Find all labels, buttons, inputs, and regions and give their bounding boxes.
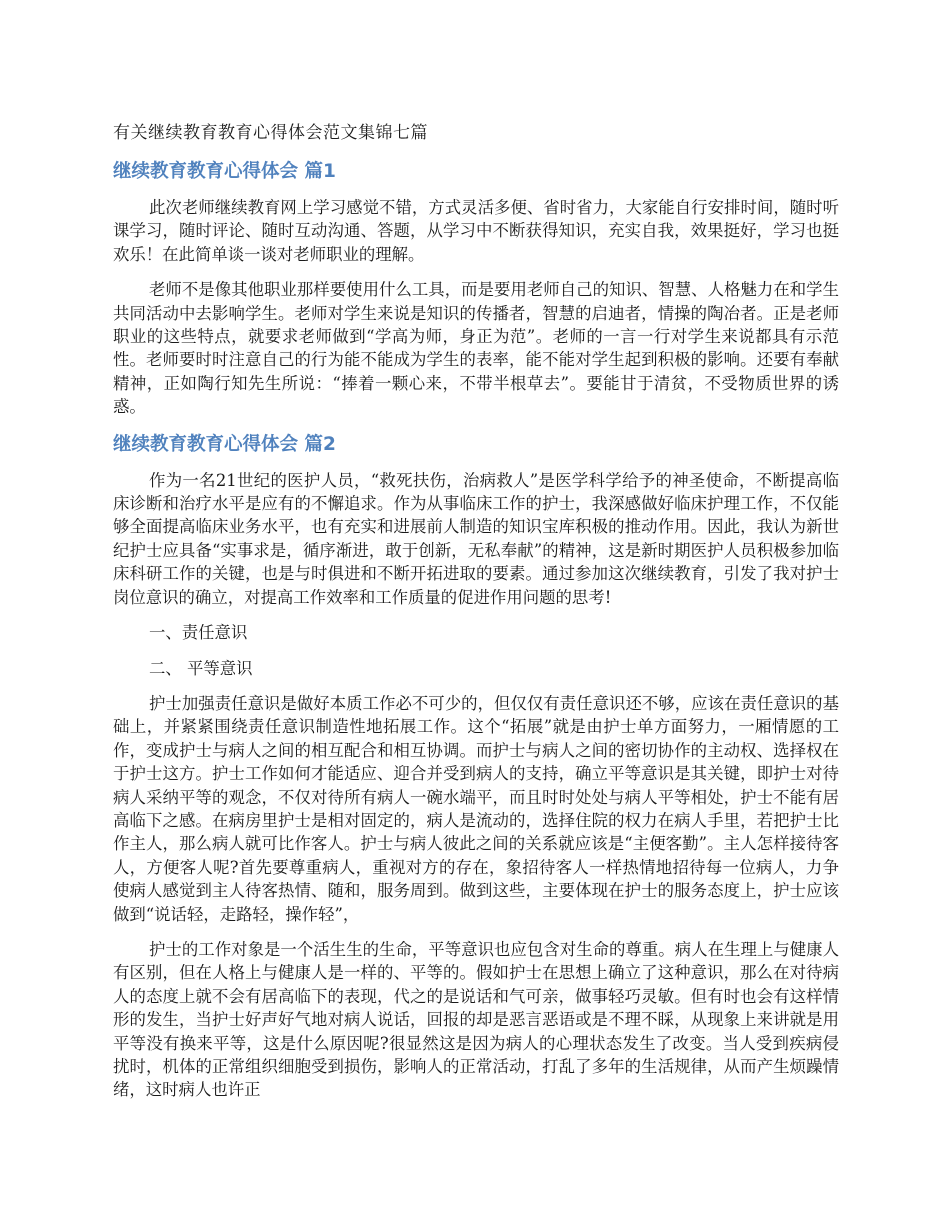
section-heading: 继续教育教育心得体会 篇2 (113, 433, 336, 455)
list-item: 一、责任意识 (149, 623, 248, 643)
section-2 (113, 431, 839, 1102)
list-item: 二、 平等意识 (149, 658, 253, 678)
section-heading: 继续教育教育心得体会 篇1 (113, 161, 336, 182)
paragraph: 老师不是像其他职业那样要使用什么工具，而是要用老师自己的知识、智慧、人格魅力在和学生共同活动中去影响学生。老师对学生来说是知识的传播者，智慧的启迪者，情操的陶冶者。正是老师职业的这些特点，就要求老师做到“学高为师，身正为范”。老师的一言一行对学生来说都具有示范性。老师要时时注意自己的行为能不能成为学生的表率，能不能对学生起到积极的影响。还要有奉献精神，正如陶行知先生所说：“捧着一颗心来，不带半根草去”。要能甘于清贫，不受物质世界的诱惑。 (113, 280, 839, 417)
section-1 (113, 158, 839, 419)
document-title: 有关继续教育教育心得体会范文集锦七篇 (113, 123, 428, 143)
paragraph: 此次老师继续教育网上学习感觉不错，方式灵活多便、省时省力，大家能自行安排时间，随时听课学习，随时评论、随时互动沟通、答题，从学习中不断获得知识，充实自我，效果挺好，学习也挺欢乐！在此简单谈一谈对老师职业的理解。 (113, 198, 839, 264)
paragraph: 作为一名21世纪的医护人员，“救死扶伤，治病救人”是医学科学给予的神圣使命，不断提高临床诊断和治疗水平是应有的不懈追求。作为从事临床工作的护士，我深感做好临床护理工作，不仅能够全面提高临床业务水平，也有充实和进展前人制造的知识宝库积极的推动作用。因此，我认为新世纪护士应具备“实事求是，循序渐进，敢于创新，无私奉献”的精神，这是新时期医护人员积极参加临床科研工作的关键，也是与时俱进和不断开拓进取的要素。通过参加这次继续教育，引发了我对护士岗位意识的确立，对提高工作效率和工作质量的促进作用问题的思考! (113, 470, 839, 607)
paragraph: 护士加强责任意识是做好本质工作必不可少的，但仅仅有责任意识还不够，应该在责任意识的基础上，并紧紧围绕责任意识制造性地拓展工作。这个“拓展”就是由护士单方面努力，一厢情愿的工作，变成护士与病人之间的相互配合和相互协调。而护士与病人之间的密切协作的主动权、选择权在于护士这方。护士工作如何才能适应、迎合并受到病人的支持，确立平等意识是其关键，即护士对待病人采纳平等的观念，不仅对待所有病人一碗水端平，而且时时处处与病人平等相处，护士不能有居高临下之感。在病房里护士是相对固定的，病人是流动的，选择住院的权力在病人手里，若把护士比作主人，那么病人就可比作客人。护士与病人彼此之间的关系就应该是“主便客勤”。主人怎样接待客人，方便客人呢?首先要尊重病人，重视对方的存在，象招待客人一样热情地招待每一位病人，力争使病人感觉到主人待客热情、随和，服务周到。做到这些，主要体现在护士的服务态度上，护士应该做到“说话轻，走路轻，操作轻”， (113, 693, 839, 924)
document-page (113, 120, 839, 1114)
paragraph: 护士的工作对象是一个活生生的生命，平等意识也应包含对生命的尊重。病人在生理上与健康人有区别，但在人格上与健康人是一样的、平等的。假如护士在思想上确立了这种意识，那么在对待病人的态度上就不会有居高临下的表现，代之的是说话和气可亲，做事轻巧灵敏。但有时也会有这样情形的发生，当护士好声好气地对病人说话，回报的却是恶言恶语或是不理不睬，从现象上来讲就是用平等没有换来平等，这是什么原因呢?很显然这是因为病人的心理状态发生了改变。当人受到疾病侵扰时，机体的正常组织细胞受到损伤，影响人的正常活动，打乱了多年的生活规律，从而产生烦躁情绪，这时病人也许正 (113, 939, 839, 1100)
